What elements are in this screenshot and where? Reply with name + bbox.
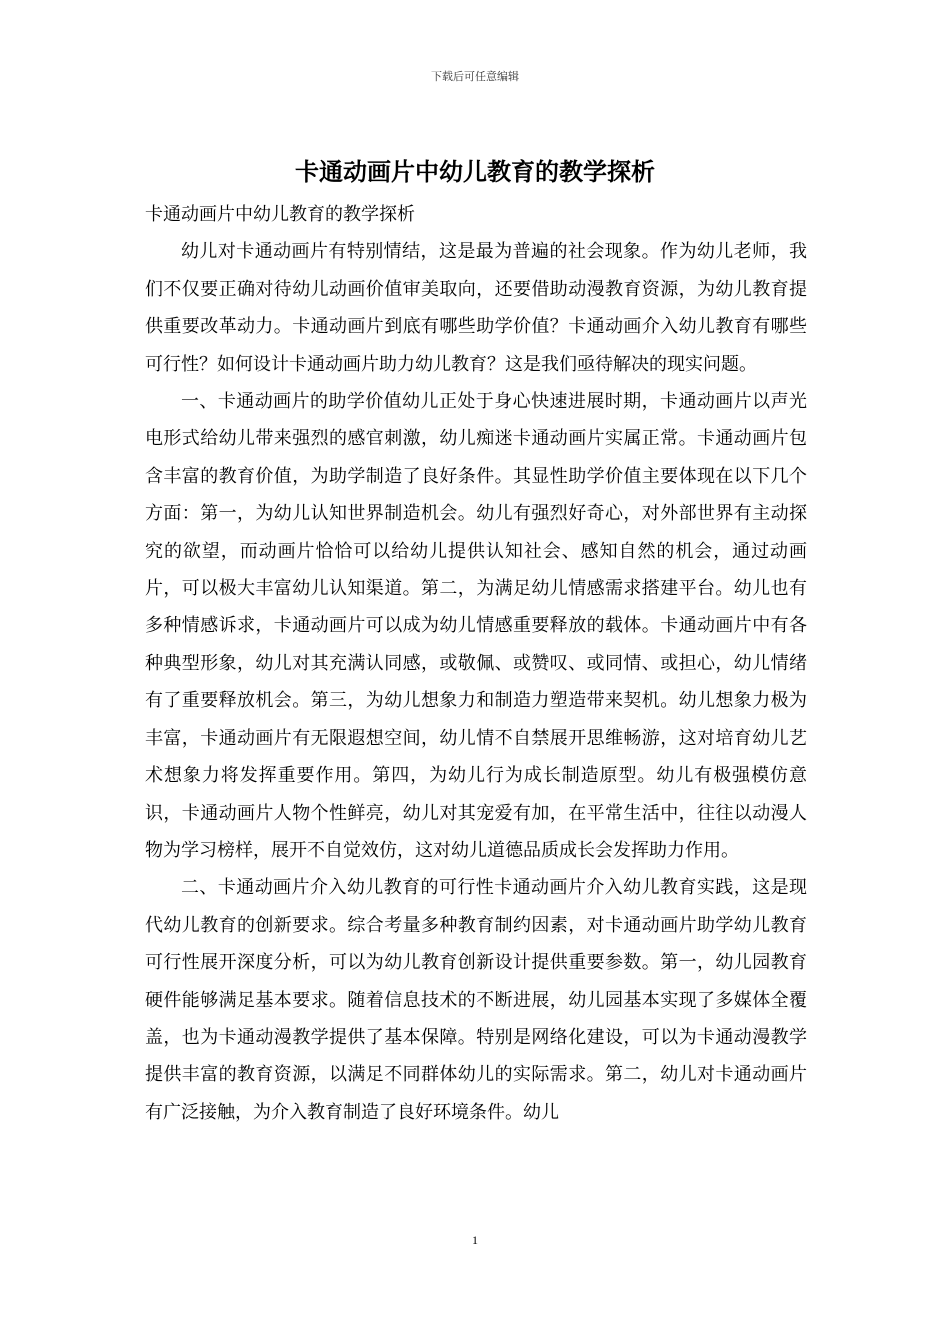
page-number: 1 xyxy=(472,1233,478,1247)
document-body xyxy=(145,196,807,1131)
paragraph-section-2: 二、卡通动画片介入幼儿教育的可行性卡通动画片介入幼儿教育实践，这是现代幼儿教育的创新要求。综合考量多种教育制约因素，对卡通动画片助学幼儿教育可行性展开深度分析，可以为幼儿教育创新设计提供重要参数。第一，幼儿园教育硬件能够满足基本要求。随着信息技术的不断进展，幼儿园基本实现了多媒体全覆盖，也为卡通动漫教学提供了基本保障。特别是网络化建设，可以为卡通动漫教学提供丰富的教育资源，以满足不同群体幼儿的实际需求。第二，幼儿对卡通动画片有广泛接触，为介入教育制造了良好环境条件。幼儿 xyxy=(145,877,807,1123)
document-subtitle: 卡通动画片中幼儿教育的教学探析 xyxy=(145,204,415,225)
page-header: 下载后可任意编辑 xyxy=(431,70,519,83)
paragraph-intro: 幼儿对卡通动画片有特别情结，这是最为普遍的社会现象。作为幼儿老师，我们不仅要正确对待幼儿动画价值审美取向，还要借助动漫教育资源，为幼儿教育提供重要改革动力。卡通动画片到底有哪些助学价值？卡通动画介入幼儿教育有哪些可行性？如何设计卡通动画片助力幼儿教育？这是我们亟待解决的现实问题。 xyxy=(145,241,807,375)
document-title: 卡通动画片中幼儿教育的教学探析 xyxy=(295,158,655,186)
paragraph-section-1: 一、卡通动画片的助学价值幼儿正处于身心快速进展时期，卡通动画片以声光电形式给幼儿带来强烈的感官刺激，幼儿痴迷卡通动画片实属正常。卡通动画片包含丰富的教育价值，为助学制造了良好条件。其显性助学价值主要体现在以下几个方面：第一，为幼儿认知世界制造机会。幼儿有强烈好奇心，对外部世界有主动探究的欲望，而动画片恰恰可以给幼儿提供认知社会、感知自然的机会，通过动画片，可以极大丰富幼儿认知渠道。第二，为满足幼儿情感需求搭建平台。幼儿也有多种情感诉求，卡通动画片可以成为幼儿情感重要释放的载体。卡通动画片中有各种典型形象，幼儿对其充满认同感，或敬佩、或赞叹、或同情、或担心，幼儿情绪有了重要释放机会。第三，为幼儿想象力和制造力塑造带来契机。幼儿想象力极为丰富，卡通动画片有无限遐想空间，幼儿情不自禁展开思维畅游，这对培育幼儿艺术想象力将发挥重要作用。第四，为幼儿行为成长制造原型。幼儿有极强模仿意识，卡通动画片人物个性鲜亮，幼儿对其宠爱有加，在平常生活中，往往以动漫人物为学习榜样，展开不自觉效仿，这对幼儿道德品质成长会发挥助力作用。 xyxy=(145,391,807,861)
